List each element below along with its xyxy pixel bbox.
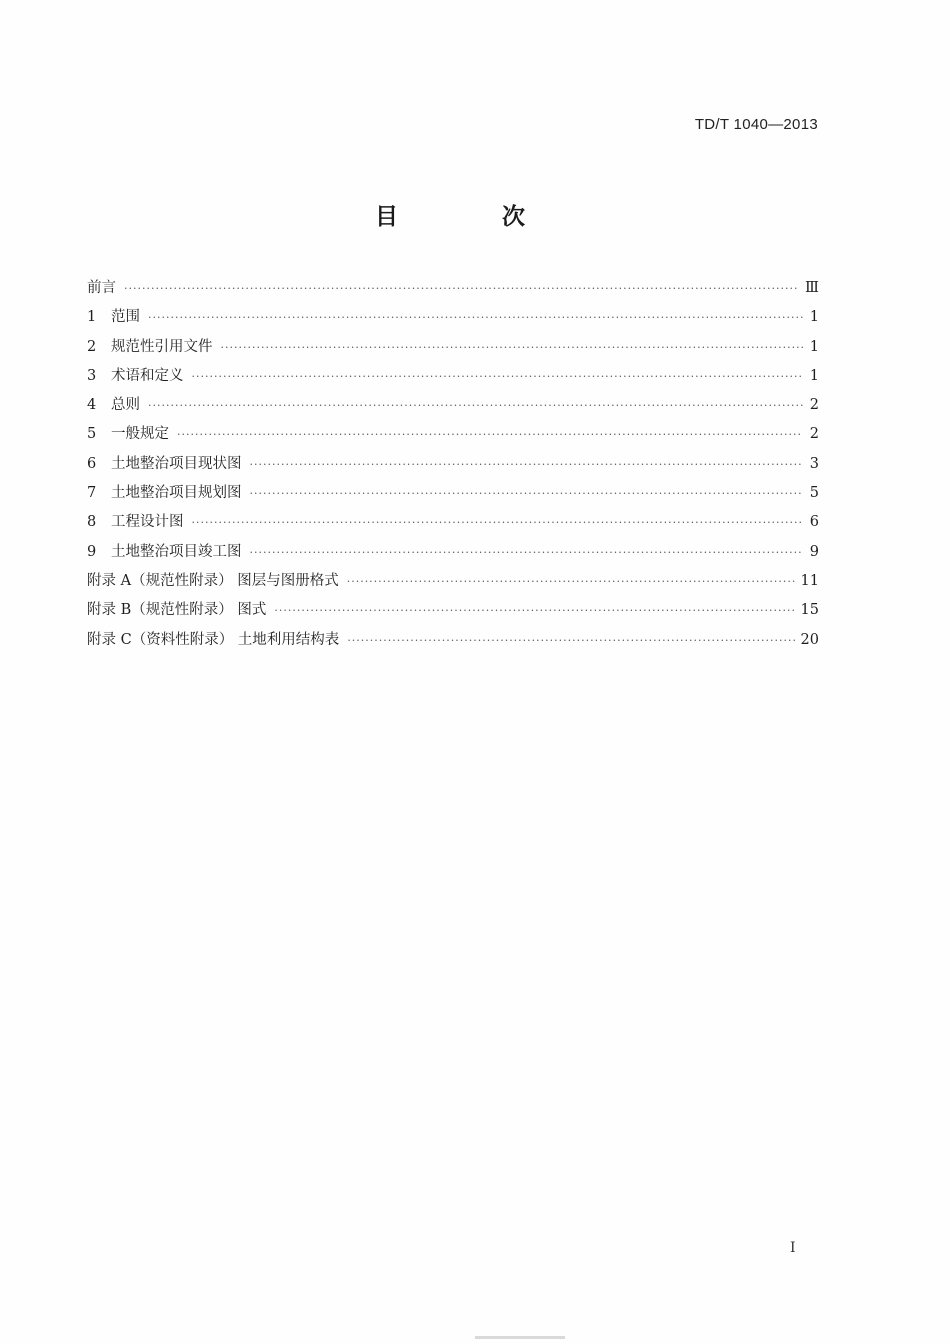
toc-entry[interactable] [87,569,819,598]
toc-entry-number: 3 [87,367,97,384]
toc-leader-dots [192,365,804,389]
toc-entry-label: 土地整治项目现状图 [111,455,242,472]
toc-entry-number: 9 [87,543,97,560]
toc-entry-number: 6 [87,455,97,472]
toc-entry-label: 附录 A（规范性附录） 图层与图册格式 [87,572,339,589]
toc-entry[interactable] [87,393,819,422]
toc-entry-label: 术语和定义 [111,367,184,384]
toc-leader-dots [347,629,794,653]
toc-leader-dots [148,394,803,418]
toc-entry-page: Ⅲ [805,280,819,296]
toc-entry[interactable] [87,628,819,657]
toc-entry-label: 范围 [111,309,140,326]
toc-entry-number: 2 [87,338,97,355]
toc-entry-page: 15 [800,602,819,619]
toc-entry[interactable] [87,598,819,627]
toc-entry[interactable] [87,364,819,393]
toc-entry-label: 土地整治项目规划图 [111,485,242,502]
toc-title: 目 次 [374,204,573,230]
toc-entry-number: 7 [87,485,97,502]
toc-entry-label: 土地整治项目竣工图 [111,543,242,560]
toc-leader-dots [192,511,804,535]
toc-entry-page: 3 [809,455,819,472]
toc-leader-dots [124,277,799,301]
toc-entry-label: 规范性引用文件 [111,338,213,355]
toc-entry-page: 1 [809,338,819,355]
toc-entry-label: 附录 B（规范性附录） 图式 [87,602,267,619]
toc-entry-number: 8 [87,514,97,531]
toc-entry-number: 4 [87,397,97,414]
toc-entry[interactable] [87,481,819,510]
toc-entry-page: 2 [809,397,819,414]
toc-leader-dots [221,336,804,360]
toc-entry-number: 1 [87,309,97,326]
toc-entry[interactable] [87,422,819,451]
toc-entry-label: 附录 C（资料性附录） 土地利用结构表 [87,631,340,648]
toc-leader-dots [250,482,804,506]
toc-entry-label: 一般规定 [111,426,169,443]
toc-entry-page: 1 [809,367,819,384]
toc-entry-page: 11 [800,572,819,589]
toc-entry-label: 前言 [87,280,116,296]
toc-entry[interactable] [87,452,819,481]
toc-entry-page: 1 [809,309,819,326]
toc-entry-page: 2 [809,426,819,443]
toc-entry-page: 6 [809,514,819,531]
toc-entry-label: 总则 [111,397,140,414]
standard-code: TD/T 1040—2013 [694,116,818,133]
toc-leader-dots [148,306,803,330]
toc-entry-page: 9 [809,543,819,560]
toc-leader-dots [250,541,804,565]
toc-entry-number: 5 [87,426,97,443]
scan-edge-mark [475,1336,565,1339]
toc-leader-dots [347,570,795,594]
toc-entry[interactable] [87,540,819,569]
toc-entry-page: 5 [809,485,819,502]
toc-entry[interactable] [87,510,819,539]
toc-leader-dots [177,423,803,447]
toc-leader-dots [274,599,794,623]
page-number: I [790,1240,796,1256]
toc-entry[interactable] [87,335,819,364]
toc-entry-page: 20 [800,631,819,648]
table-of-contents [87,276,819,657]
toc-entry[interactable] [87,276,819,305]
toc-leader-dots [250,453,804,477]
toc-entry[interactable] [87,305,819,334]
toc-entry-label: 工程设计图 [111,514,184,531]
